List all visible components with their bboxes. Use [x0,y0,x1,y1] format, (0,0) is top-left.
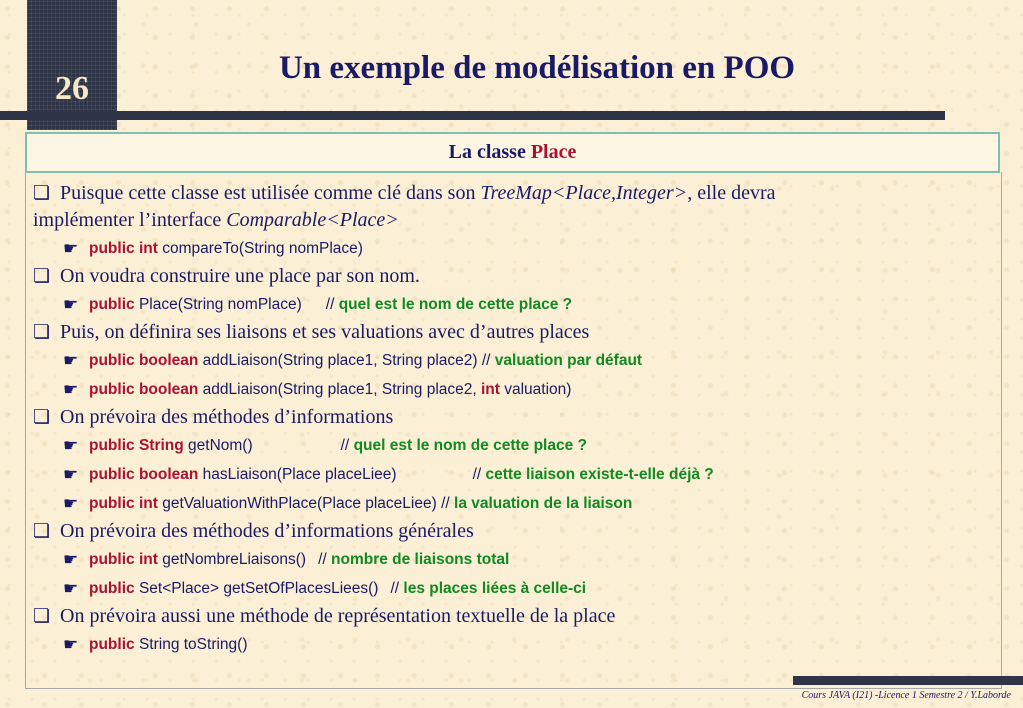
checkbox-bullet-icon: ❏ [33,183,51,204]
slide-title: Un exemple de modélisation en POO [278,50,796,86]
footer-rule [793,676,1023,685]
bullet-item: ❏ Puisque cette classe est utilisée comme clé dans son TreeMap<Place,Integer>, elle devra [33,180,993,207]
bullet-item: ❏ On prévoira des méthodes d’informations générales [33,518,993,545]
code-item: ☛ public Place(String nomPlace) // quel est le nom de cette place ? [33,290,993,319]
pointing-hand-icon: ☛ [63,579,79,598]
footer-text: Cours JAVA (I21) -Licence 1 Semestre 2 / Y.Laborde [801,690,1011,701]
pointing-hand-icon: ☛ [63,295,79,314]
subtitle-box [25,132,1000,173]
code-item: ☛ public int compareTo(String nomPlace) [33,234,993,263]
title-rule [0,111,945,120]
bullet-item-continued: implémenter l’interface Comparable<Place> [33,209,399,231]
code-item: ☛ public String toString() [33,630,993,659]
pointing-hand-icon: ☛ [63,635,79,654]
pointing-hand-icon: ☛ [63,351,79,370]
checkbox-bullet-icon: ❏ [33,606,51,627]
subtitle-class-name: Place [530,141,577,163]
checkbox-bullet-icon: ❏ [33,521,51,542]
pointing-hand-icon: ☛ [63,494,79,513]
pointing-hand-icon: ☛ [63,239,79,258]
code-item: ☛ public boolean addLiaison(String place1, String place2, int valuation) [33,375,993,404]
subtitle-prefix: La classe [448,141,531,163]
bullet-item: ❏ On prévoira des méthodes d’informations [33,404,993,431]
code-item: ☛ public String getNom() // quel est le nom de cette place ? [33,431,993,460]
bullet-item: ❏ On prévoira aussi une méthode de représentation textuelle de la place [33,603,993,630]
pointing-hand-icon: ☛ [63,380,79,399]
pointing-hand-icon: ☛ [63,465,79,484]
checkbox-bullet-icon: ❏ [33,407,51,428]
code-item: ☛ public int getNombreLiaisons() // nombre de liaisons total [33,545,993,574]
checkbox-bullet-icon: ❏ [33,322,51,343]
bullet-item: ❏ Puis, on définira ses liaisons et ses valuations avec d’autres places [33,319,993,346]
checkbox-bullet-icon: ❏ [33,266,51,287]
code-item: ☛ public boolean hasLiaison(Place placeLiee) // cette liaison existe-t-elle déjà ? [33,460,993,489]
pointing-hand-icon: ☛ [63,550,79,569]
code-item: ☛ public Set<Place> getSetOfPlacesLiees() // les places liées à celle-ci [33,574,993,603]
bullet-item: ❏ On voudra construire une place par son nom. [33,263,993,290]
bullet-list [33,180,993,659]
pointing-hand-icon: ☛ [63,436,79,455]
code-item: ☛ public boolean addLiaison(String place1, String place2) // valuation par défaut [33,346,993,375]
code-item: ☛ public int getValuationWithPlace(Place placeLiee) // la valuation de la liaison [33,489,993,518]
slide-number: 26 [55,70,89,107]
